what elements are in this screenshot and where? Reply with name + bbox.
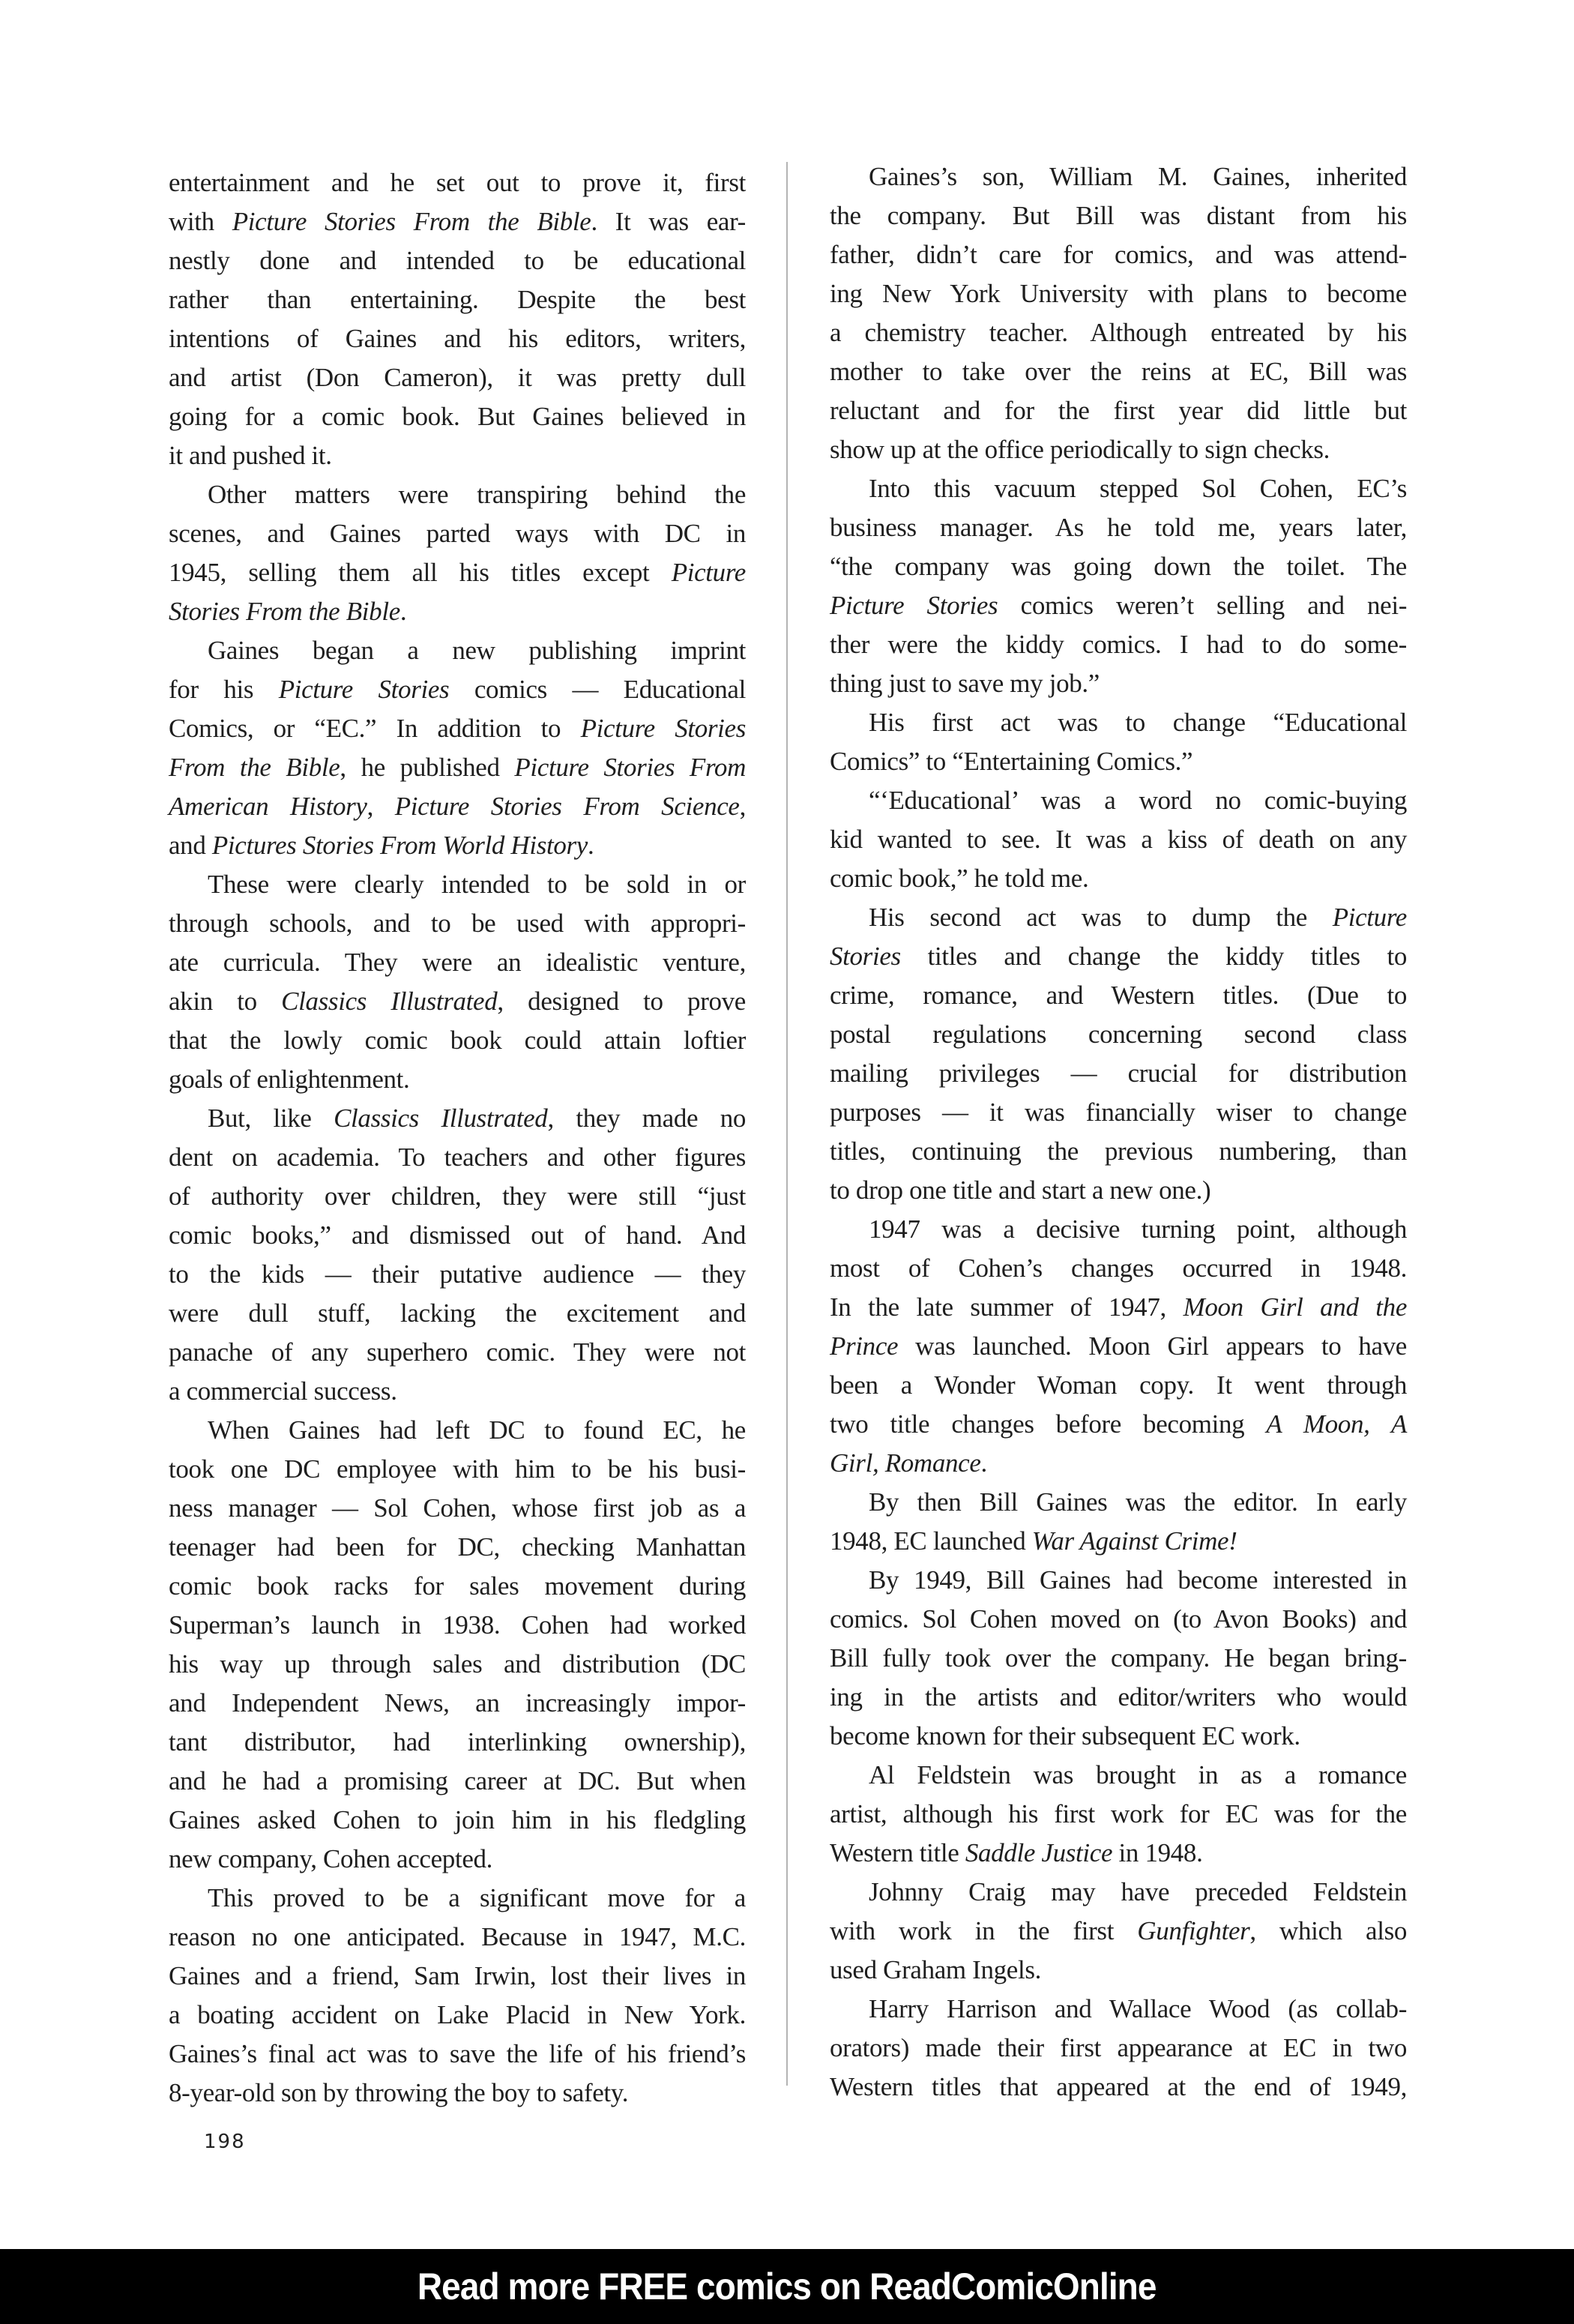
text-line (830, 1795, 1407, 1834)
text-segment: become known for their subsequent EC work. (830, 1721, 1300, 1750)
text-line (169, 2035, 746, 2074)
text-line (169, 1684, 746, 1723)
italic-title: Picture Stories From Science (394, 792, 740, 821)
text-line (830, 196, 1407, 235)
text-line (169, 748, 746, 787)
text-line (169, 280, 746, 319)
text-segment: ing New York University with plans to become (830, 279, 1407, 308)
text-segment: . (587, 831, 594, 860)
text-segment: nestly done and intended to be educational (169, 246, 746, 275)
text-segment: with (169, 207, 232, 236)
text-segment: purposes — it was financially wiser to change (830, 1098, 1407, 1127)
italic-title: Picture (671, 558, 746, 587)
text-line (830, 1327, 1407, 1366)
text-line (830, 352, 1407, 391)
text-segment: teenager had been for DC, checking Manhattan (169, 1532, 746, 1562)
text-line (830, 157, 1407, 196)
text-line (830, 1678, 1407, 1717)
text-segment: Other matters were transpiring behind the (208, 480, 746, 509)
italic-title: Picture Stories From (514, 753, 747, 782)
text-segment: titles, continuing the previous numbering, than (830, 1137, 1407, 1166)
text-segment: postal regulations concerning second class (830, 1020, 1407, 1049)
italic-title: Picture (1332, 903, 1407, 932)
text-line (830, 391, 1407, 430)
text-line (169, 1216, 746, 1255)
text-segment: two title changes before becoming (830, 1409, 1267, 1439)
text-line (830, 1132, 1407, 1171)
text-segment: kid wanted to see. It was a kiss of death on any (830, 825, 1407, 854)
text-line (830, 1522, 1407, 1561)
text-line (169, 1918, 746, 1957)
text-segment: This proved to be a significant move for a (208, 1883, 746, 1912)
text-segment: been a Wonder Woman copy. It went through (830, 1370, 1407, 1400)
text-line (830, 508, 1407, 547)
text-segment: and Independent News, an increasingly impor- (169, 1688, 746, 1718)
text-segment: comics. Sol Cohen moved on (to Avon Books) and (830, 1604, 1407, 1634)
text-line (830, 1834, 1407, 1873)
text-line (169, 1723, 746, 1762)
text-line (169, 631, 746, 670)
text-segment: , designed to prove (497, 987, 746, 1016)
text-segment: akin to (169, 987, 282, 1016)
italic-title: Gunfighter (1137, 1916, 1250, 1945)
text-line (830, 742, 1407, 781)
text-line (830, 469, 1407, 508)
text-segment: , (739, 792, 746, 821)
text-segment: These were clearly intended to be sold in or (208, 870, 746, 899)
text-segment: and he had a promising career at DC. But when (169, 1766, 746, 1795)
text-segment: By 1949, Bill Gaines had become interested in (869, 1565, 1407, 1595)
text-line (830, 703, 1407, 742)
text-segment: orators) made their first appearance at EC in two (830, 2033, 1407, 2062)
italic-title: Classics Illustrated (334, 1104, 548, 1133)
text-segment: his way up through sales and distribution (DC (169, 1649, 746, 1679)
text-segment: ness manager — Sol Cohen, whose first job as a (169, 1493, 746, 1523)
text-segment: Gaines’s final act was to save the life of his friend’s (169, 2039, 746, 2068)
text-line (830, 1288, 1407, 1327)
text-segment: new company, Cohen accepted. (169, 1844, 493, 1873)
text-segment: . (980, 1448, 987, 1478)
text-segment: Into this vacuum stepped Sol Cohen, EC’s (869, 474, 1407, 503)
text-line (830, 274, 1407, 313)
text-segment: most of Cohen’s changes occurred in 1948. (830, 1253, 1407, 1283)
text-segment: Bill fully took over the company. He began bring- (830, 1643, 1407, 1673)
text-line (169, 709, 746, 748)
text-segment: reason no one anticipated. Because in 1947, M.C. (169, 1922, 746, 1951)
text-line (830, 1171, 1407, 1210)
text-line (169, 787, 746, 826)
text-line (169, 982, 746, 1021)
text-line (169, 1450, 746, 1489)
text-segment: to the kids — their putative audience — they (169, 1259, 746, 1289)
text-segment: a chemistry teacher. Although entreated by his (830, 318, 1407, 347)
text-line (169, 163, 746, 202)
italic-title: Stories From the Bible (169, 597, 400, 626)
text-line (830, 235, 1407, 274)
text-line (830, 1054, 1407, 1093)
text-line (169, 1177, 746, 1216)
text-line (830, 1561, 1407, 1600)
text-line (830, 820, 1407, 859)
text-segment: Western title (830, 1838, 965, 1867)
text-line (169, 1099, 746, 1138)
text-line (830, 1444, 1407, 1483)
text-segment: used Graham Ingels. (830, 1955, 1042, 1984)
italic-title: Picture Stories (830, 591, 998, 620)
text-segment: “‘Educational’ was a word no comic-buying (869, 786, 1407, 815)
text-line (169, 1138, 746, 1177)
text-line (169, 1840, 746, 1879)
text-line (169, 1645, 746, 1684)
text-segment: that the lowly comic book could attain loftier (169, 1026, 746, 1055)
text-segment: reluctant and for the first year did little but (830, 396, 1407, 425)
text-line (169, 358, 746, 397)
italic-title: Saddle Justice (965, 1838, 1113, 1867)
text-segment: panache of any superhero comic. They were not (169, 1337, 746, 1367)
text-line (830, 937, 1407, 976)
text-line (830, 859, 1407, 898)
text-segment: mother to take over the reins at EC, Bill was (830, 357, 1407, 386)
text-line (169, 592, 746, 631)
text-line (169, 1606, 746, 1645)
text-line (169, 826, 746, 865)
promo-banner-text[interactable]: Read more FREE comics on ReadComicOnline (417, 2266, 1157, 2308)
text-segment: goals of enlightenment. (169, 1065, 410, 1094)
text-segment: scenes, and Gaines parted ways with DC in (169, 519, 746, 548)
text-segment: Superman’s launch in 1938. Cohen had worked (169, 1610, 746, 1640)
text-segment: comics — Educational (449, 675, 746, 704)
text-line (169, 475, 746, 514)
text-line (830, 1639, 1407, 1678)
text-line (169, 397, 746, 436)
text-segment: took one DC employee with him to be his busi- (169, 1454, 746, 1484)
text-line (830, 1951, 1407, 1990)
text-segment: rather than entertaining. Despite the best (169, 285, 746, 314)
text-line (830, 2029, 1407, 2068)
text-segment: business manager. As he told me, years later, (830, 513, 1407, 542)
text-segment: Gaines and a friend, Sam Irwin, lost their lives in (169, 1961, 746, 1990)
text-line (169, 436, 746, 475)
text-segment: in 1948. (1112, 1838, 1203, 1867)
text-segment: comic books,” and dismissed out of hand. And (169, 1220, 746, 1250)
right-text-column (830, 157, 1407, 2107)
text-line (830, 976, 1407, 1015)
text-segment: were dull stuff, lacking the excitement and (169, 1298, 746, 1328)
text-segment: father, didn’t care for comics, and was attend- (830, 240, 1407, 269)
text-segment: for his (169, 675, 279, 704)
text-line (169, 514, 746, 553)
text-line (830, 1873, 1407, 1912)
text-segment: crime, romance, and Western titles. (Due to (830, 981, 1407, 1010)
text-line (830, 1405, 1407, 1444)
text-line (830, 586, 1407, 625)
text-line (830, 1210, 1407, 1249)
text-line (169, 1060, 746, 1099)
text-line (169, 1957, 746, 1996)
text-line (169, 670, 746, 709)
text-segment: Harry Harrison and Wallace Wood (as collab- (869, 1994, 1407, 2023)
text-segment: a boating accident on Lake Placid in New York. (169, 2000, 746, 2029)
text-line (830, 1717, 1407, 1756)
text-segment: Gaines asked Cohen to join him in his fledgling (169, 1805, 746, 1834)
text-line (830, 1015, 1407, 1054)
text-segment: Comics, or “EC.” In addition to (169, 714, 581, 743)
italic-title: Picture Stories (580, 714, 746, 743)
text-line (830, 1990, 1407, 2029)
italic-title: American History (169, 792, 367, 821)
text-line (830, 1249, 1407, 1288)
text-line (830, 898, 1407, 937)
text-segment: “the company was going down the toilet. The (830, 552, 1407, 581)
text-line (169, 1255, 746, 1294)
text-segment: and artist (Don Cameron), it was pretty dull (169, 363, 746, 392)
text-segment: Western titles that appeared at the end of 1949, (830, 2072, 1407, 2101)
italic-title: War Against Crime! (1031, 1526, 1237, 1556)
text-segment: . It was ear- (591, 207, 746, 236)
text-line (169, 1528, 746, 1567)
text-line (830, 781, 1407, 820)
text-segment: comics weren’t selling and nei- (998, 591, 1407, 620)
text-line (169, 241, 746, 280)
italic-title: Stories (830, 942, 901, 971)
text-line (830, 313, 1407, 352)
text-segment: show up at the office periodically to sign checks. (830, 435, 1330, 464)
text-line (830, 625, 1407, 664)
text-segment: 8-year-old son by throwing the boy to safety. (169, 2078, 629, 2107)
text-line (169, 1021, 746, 1060)
text-segment: the company. But Bill was distant from his (830, 201, 1407, 230)
text-segment: artist, although his first work for EC was for the (830, 1799, 1407, 1828)
text-segment: to drop one title and start a new one.) (830, 1175, 1211, 1205)
text-segment: mailing privileges — crucial for distribution (830, 1059, 1407, 1088)
text-segment: titles and change the kiddy titles to (900, 942, 1407, 971)
text-segment: His second act was to dump the (869, 903, 1333, 932)
text-segment: intentions of Gaines and his editors, writers, (169, 324, 746, 353)
text-segment: 1945, selling them all his titles except (169, 558, 672, 587)
text-line (169, 1333, 746, 1372)
italic-title: Moon Girl and the (1183, 1292, 1408, 1322)
text-line (169, 1801, 746, 1840)
text-segment: Al Feldstein was brought in as a romance (869, 1760, 1407, 1789)
text-segment: Gaines began a new publishing imprint (208, 636, 746, 665)
text-segment: entertainment and he set out to prove it, first (169, 168, 746, 197)
italic-title: Classics Illustrated (281, 987, 498, 1016)
left-text-column (169, 163, 746, 2113)
text-line (169, 865, 746, 904)
text-line (830, 1912, 1407, 1951)
page-number: 198 (204, 2131, 246, 2153)
text-line (169, 202, 746, 241)
text-segment: it and pushed it. (169, 441, 332, 470)
italic-title: Picture Stories (278, 675, 450, 704)
text-line (830, 1600, 1407, 1639)
column-divider (786, 162, 788, 2086)
text-line (169, 1411, 746, 1450)
text-segment: with work in the first (830, 1916, 1138, 1945)
text-segment: a commercial success. (169, 1376, 397, 1406)
text-line (830, 430, 1407, 469)
text-line (169, 1762, 746, 1801)
text-segment: His first act was to change “Educational (869, 708, 1407, 737)
text-segment: . (399, 597, 407, 626)
text-segment: Gaines’s son, William M. Gaines, inherited (869, 162, 1407, 191)
text-segment: , he published (340, 753, 515, 782)
italic-title: Picture Stories From the Bible (232, 207, 591, 236)
text-line (830, 664, 1407, 703)
text-segment: By then Bill Gaines was the editor. In early (869, 1487, 1407, 1517)
text-segment: through schools, and to be used with appropri- (169, 909, 746, 938)
text-segment: , they made no (547, 1104, 746, 1133)
text-line (169, 1294, 746, 1333)
text-line (830, 2068, 1407, 2107)
text-segment: was launched. Moon Girl appears to have (898, 1331, 1407, 1361)
text-line (830, 1756, 1407, 1795)
text-segment: of authority over children, they were still “just (169, 1181, 746, 1211)
text-segment: 1947 was a decisive turning point, although (869, 1214, 1407, 1244)
italic-title: Pictures Stories From World History (211, 831, 588, 860)
text-segment: But, like (208, 1104, 334, 1133)
italic-title: Prince (830, 1331, 899, 1361)
text-line (169, 1879, 746, 1918)
text-segment: Johnny Craig may have preceded Feldstein (869, 1877, 1407, 1906)
text-line (169, 1996, 746, 2035)
text-segment: comic book racks for sales movement during (169, 1571, 746, 1601)
text-segment: and (169, 831, 212, 860)
italic-title: A Moon, A (1266, 1409, 1408, 1439)
text-segment: going for a comic book. But Gaines believed in (169, 402, 746, 431)
text-line (830, 1366, 1407, 1405)
text-segment: ate curricula. They were an idealistic venture, (169, 948, 746, 977)
text-line (169, 1567, 746, 1606)
italic-title: From the Bible (169, 753, 340, 782)
text-line (830, 1483, 1407, 1522)
text-segment: dent on academia. To teachers and other figures (169, 1143, 746, 1172)
text-segment: ther were the kiddy comics. I had to do some- (830, 630, 1407, 659)
text-line (169, 1372, 746, 1411)
text-line (169, 1489, 746, 1528)
text-segment: 1948, EC launched (830, 1526, 1032, 1556)
text-segment: , (367, 792, 395, 821)
text-segment: tant distributor, had interlinking ownership), (169, 1727, 746, 1756)
text-line (830, 1093, 1407, 1132)
text-line (169, 2074, 746, 2113)
text-segment: ing in the artists and editor/writers who would (830, 1682, 1407, 1712)
text-line (169, 319, 746, 358)
text-segment: comic book,” he told me. (830, 864, 1089, 893)
text-line (830, 547, 1407, 586)
text-segment: , which also (1249, 1916, 1407, 1945)
text-segment: thing just to save my job.” (830, 669, 1100, 698)
italic-title: Girl, Romance (830, 1448, 981, 1478)
promo-banner[interactable] (0, 2249, 1574, 2324)
text-line (169, 904, 746, 943)
text-line (169, 553, 746, 592)
text-line (169, 943, 746, 982)
text-segment: When Gaines had left DC to found EC, he (208, 1415, 746, 1445)
text-segment: Comics” to “Entertaining Comics.” (830, 747, 1193, 776)
text-segment: In the late summer of 1947, (830, 1292, 1183, 1322)
